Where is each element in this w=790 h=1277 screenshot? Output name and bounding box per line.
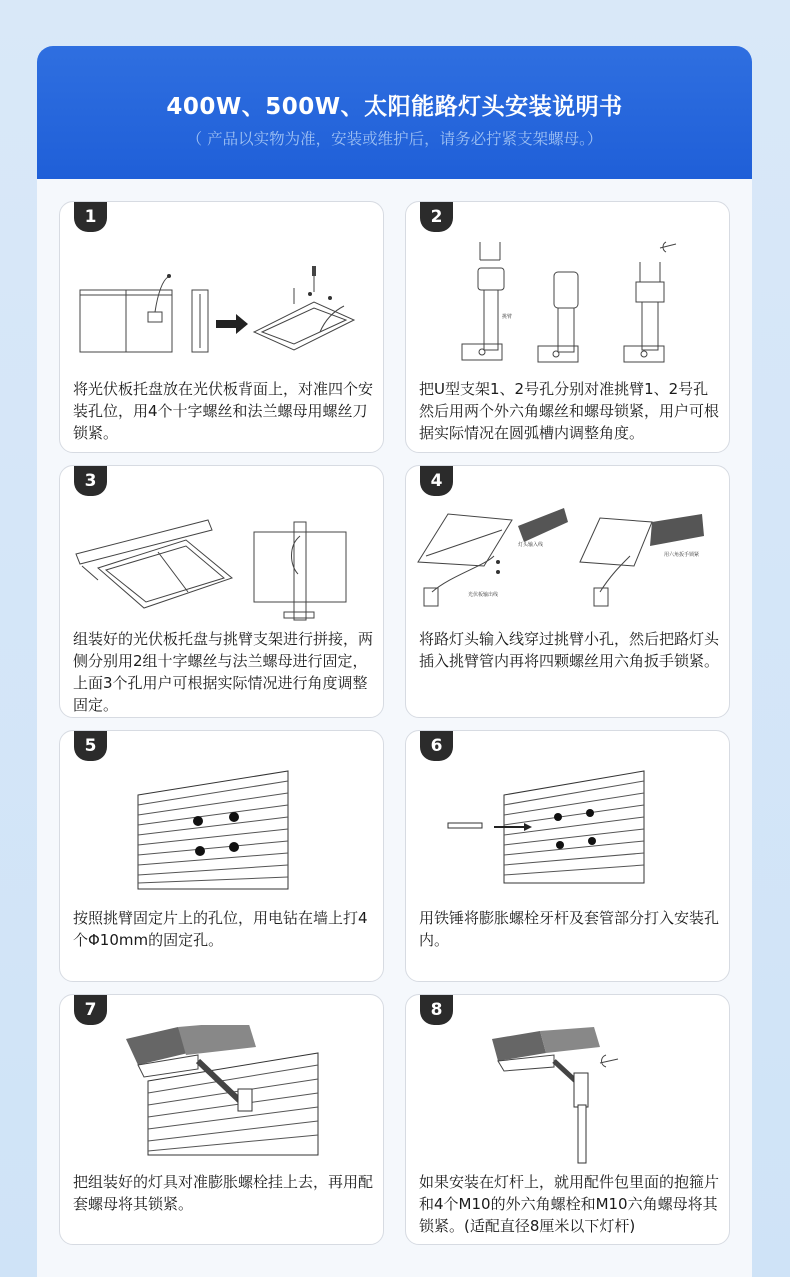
step-card-4 [405,465,730,718]
step-card-3 [59,465,384,718]
step-text-4: 将路灯头输入线穿过挑臂小孔，然后把路灯头插入挑臂管内再将四颗螺丝用六角扳手锁紧。 [419,630,720,670]
step-text-3: 组装好的光伏板托盘与挑臂支架进行拼接，两侧分别用2组十字螺丝与法兰螺母进行固定，上面3个孔用户可根据实际情况进行角度调整固定。 [73,630,374,714]
step-text-1: 将光伏板托盘放在光伏板背面上，对准四个安装孔位，用4个十字螺丝和法兰螺母用螺丝刀锁紧。 [73,380,374,442]
illustration-pole-mounted [414,1025,721,1165]
header-banner [37,46,752,179]
step-card-1 [59,201,384,453]
step-number-2: 2 [420,202,453,232]
step-text-6: 用铁锤将膨胀螺栓牙杆及套管部分打入安装孔内。 [419,909,720,949]
label-arm: 挑臂 [502,314,513,320]
step-text-7: 把组装好的灯具对准膨胀螺栓挂上去，再用配套螺母将其锁紧。 [73,1173,374,1213]
label-pv-output: 光伏板输出线 [468,592,499,598]
page-title: 400W、500W、太阳能路灯头安装说明书 [166,94,623,120]
step-number-5: 5 [74,731,107,761]
step-card-2 [405,201,730,453]
step-number-1: 1 [74,202,107,232]
step-text-2: 把U型支架1、2号孔分别对准挑臂1、2号孔然后用两个外六角螺丝和螺母锁紧，用户可根据实际情况在圆弧槽内调整角度。 [419,380,720,442]
step-number-7: 7 [74,995,107,1025]
illustration-arm-splice [68,496,375,626]
illustration-u-bracket [414,232,721,382]
step-number-3: 3 [74,466,107,496]
illustration-wall-mounted [68,1025,375,1165]
step-card-8 [405,994,730,1245]
illustration-panel-tray [68,232,375,382]
step-number-8: 8 [420,995,453,1025]
step-text-5: 按照挑臂固定片上的孔位，用电钻在墙上打4个Φ10mm的固定孔。 [73,909,368,949]
step-number-4: 4 [420,466,453,496]
step-card-6 [405,730,730,982]
label-hex-wrench: 用六角扳手锁紧 [664,552,700,558]
page-subtitle: （ 产品以实物为准，安装或维护后，请务必拧紧支架螺母。） [186,130,603,148]
step-card-7 [59,994,384,1245]
illustration-expansion-bolt [414,761,721,901]
step-card-5 [59,730,384,982]
step-text-8: 如果安装在灯杆上，就用配件包里面的抱箍片和4个M10的外六角螺栓和M10六角螺母将其锁紧。(适配直径8厘米以下灯杆) [419,1173,720,1235]
manual-sheet [37,46,752,1277]
label-led-input: 灯头输入线 [518,542,544,548]
illustration-drill-wall [68,761,375,901]
step-number-6: 6 [420,731,453,761]
illustration-lamp-head [414,496,721,626]
